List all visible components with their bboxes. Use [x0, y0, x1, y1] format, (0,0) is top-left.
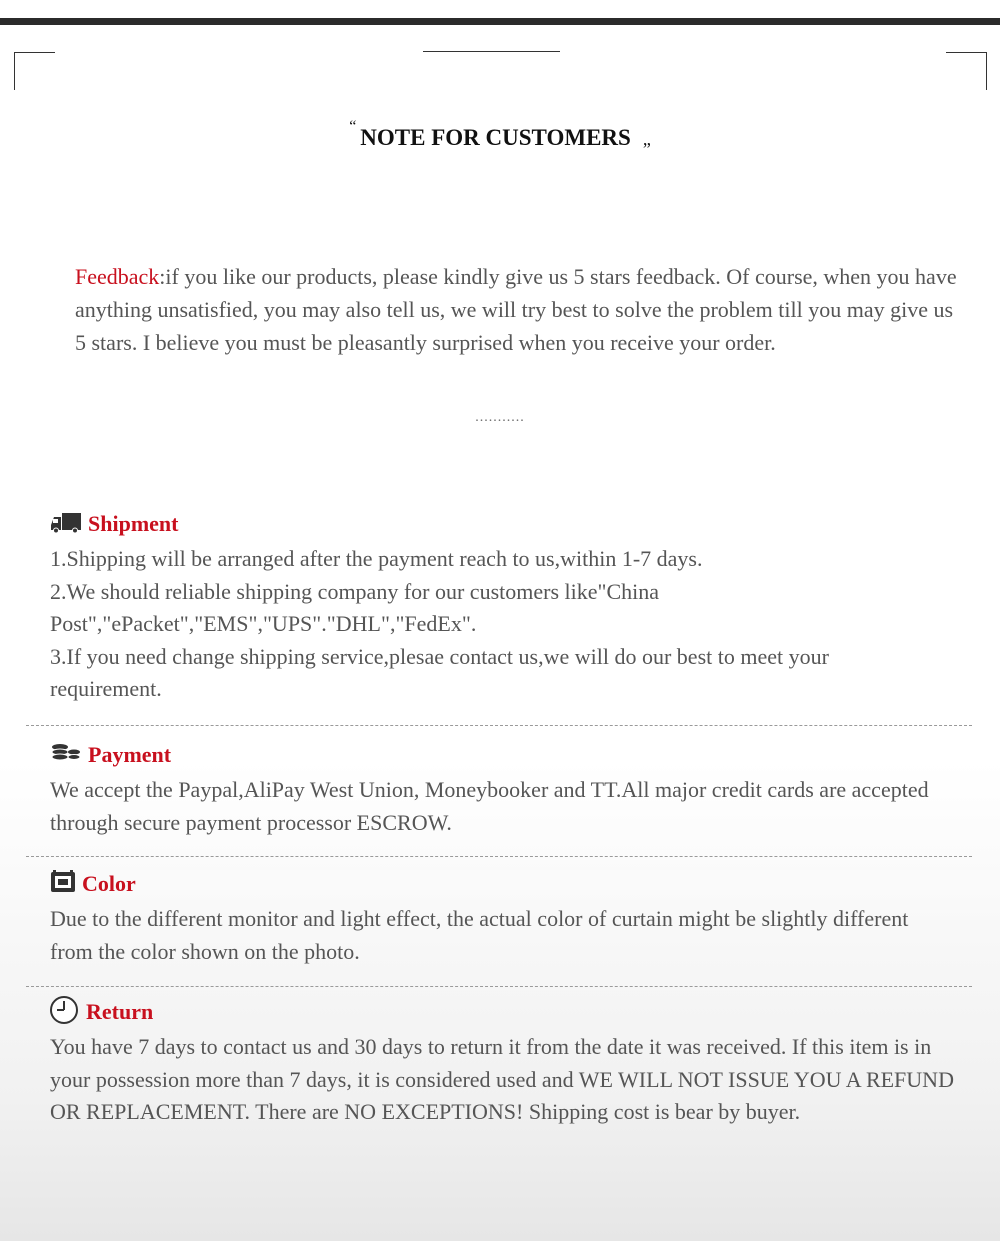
title-text: NOTE FOR CUSTOMERS: [360, 125, 631, 150]
corner-bracket-right: [946, 52, 987, 90]
color-body: Due to the different monitor and light effect, the actual color of curtain might be slightly different from the color shown on the photo.: [50, 906, 909, 964]
return-body: You have 7 days to contact us and 30 days to return it from the date it was received. If this item is in your possession more than 7 days, it is considered used and WE WILL NOT ISSUE YOU A REFUND OR REPLACEMENT. There are NO EXCEPTIONS! Shipping cost is bear by buyer.: [50, 1034, 954, 1124]
dotted-separator: ...........: [475, 410, 525, 425]
page-title: [0, 118, 1000, 151]
coins-icon: [50, 742, 82, 769]
payment-title: Payment: [88, 742, 172, 767]
feedback-label: Feedback: [75, 264, 160, 289]
section-divider: [26, 986, 972, 987]
shipment-body: [50, 543, 975, 706]
shipment-section: [50, 509, 975, 706]
feedback-text: :if you like our products, please kindly give us 5 stars feedback. Of course, when you have anything unsatisfied, you may also tell us, we will try best to solve the problem till you may give us 5 stars. I believe you must be pleasantly surprised when you receive your order.: [75, 264, 957, 355]
shipment-line: 1.Shipping will be arranged after the payment reach to us,within 1-7 days.: [50, 546, 703, 571]
color-title: Color: [82, 871, 136, 896]
center-rule: [423, 51, 560, 52]
section-divider: [26, 856, 972, 857]
shipment-header: [50, 509, 975, 539]
corner-bracket-left: [14, 52, 55, 90]
shipment-line: 2.We should reliable shipping company for our customers like"China Post","ePacket","EMS","UPS"."DHL","FedEx".: [50, 578, 660, 636]
top-dark-bar: [0, 18, 1000, 25]
return-title: Return: [86, 999, 154, 1024]
feedback-paragraph: [75, 260, 965, 359]
close-quote: „: [642, 129, 651, 149]
return-header: [50, 997, 975, 1027]
truck-icon: [50, 511, 82, 538]
payment-section: [50, 740, 975, 839]
shipment-title: Shipment: [88, 511, 179, 536]
shipment-line: 3.If you need change shipping service,plesae contact us,we will do our best to meet your requirement.: [50, 643, 829, 701]
color-header: [50, 869, 975, 899]
color-section: [50, 869, 975, 968]
section-divider: [26, 725, 972, 726]
open-quote: “: [349, 118, 357, 135]
return-section: [50, 997, 975, 1129]
clock-icon: [50, 995, 80, 1030]
palette-card-icon: [50, 870, 76, 899]
payment-body: We accept the Paypal,AliPay West Union, Moneybooker and TT.All major credit cards are accepted through secure payment processor ESCROW.: [50, 777, 929, 835]
payment-header: [50, 740, 975, 770]
